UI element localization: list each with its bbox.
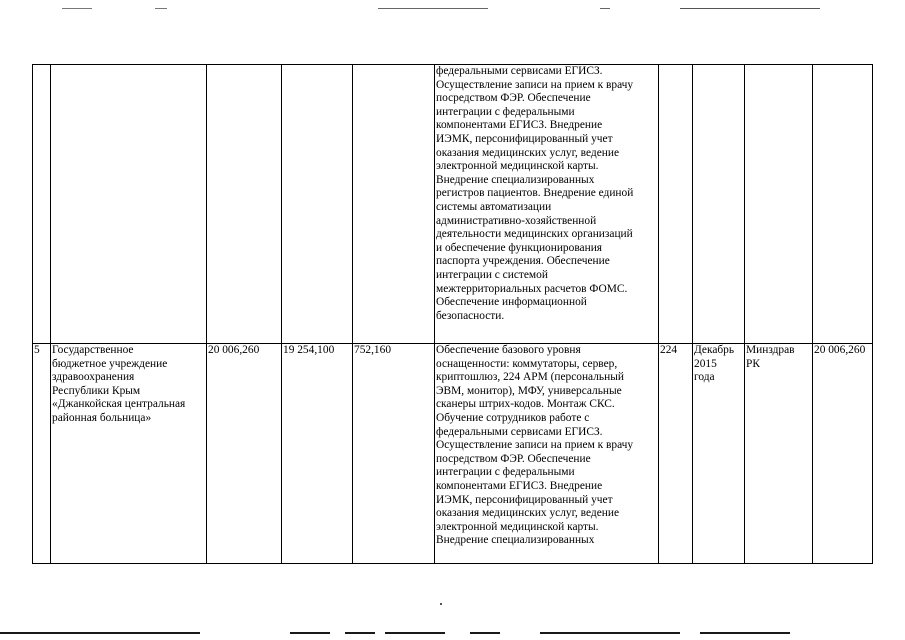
description-line: Внедрение специализированных bbox=[436, 534, 595, 547]
description-line: криптошлюз, 224 АРМ (персональный bbox=[436, 371, 624, 384]
description-line: ЭВМ, монитор), МФУ, универсальные bbox=[436, 384, 622, 397]
scan-mark bbox=[378, 8, 488, 9]
description-line: Обучение сотрудников работе с bbox=[436, 411, 590, 424]
description-line: административно-хозяйственной bbox=[436, 214, 597, 227]
description-line: Осуществление записи на прием к врачу bbox=[436, 78, 634, 91]
cell-final-amount: 20 006,260 bbox=[813, 344, 873, 564]
description-line: сканеры штрих-кодов. Монтаж СКС. bbox=[436, 398, 615, 411]
scan-mark bbox=[600, 8, 610, 9]
description-line: федеральными сервисами ЕГИСЗ. bbox=[436, 65, 603, 77]
cell-institution bbox=[51, 65, 207, 344]
scan-mark bbox=[680, 8, 820, 9]
description-line: интеграции с системой bbox=[436, 268, 548, 281]
scan-mark bbox=[470, 632, 500, 634]
cell-responsible bbox=[745, 344, 813, 564]
deadline-line: 2015 bbox=[694, 357, 717, 370]
description-line: Осуществление записи на прием к врачу bbox=[436, 439, 634, 452]
institution-line: здравоохранения bbox=[52, 371, 135, 384]
scan-mark bbox=[155, 8, 167, 9]
cell-description bbox=[435, 344, 659, 564]
cell-count bbox=[659, 65, 693, 344]
scan-mark bbox=[345, 632, 375, 634]
budget-table bbox=[32, 64, 873, 564]
table-row-5 bbox=[33, 344, 873, 564]
deadline-line: Декабрь bbox=[694, 344, 735, 356]
description-line: ИЭМК, персонифицированный учет bbox=[436, 493, 613, 506]
description-line: оказания медицинских услуг, ведение bbox=[436, 146, 619, 159]
description-line: оказания медицинских услуг, ведение bbox=[436, 507, 619, 520]
cell-deadline bbox=[693, 344, 745, 564]
institution-line: бюджетное учреждение bbox=[52, 357, 168, 370]
description-line: деятельности медицинских организаций bbox=[436, 228, 633, 241]
description-line: Обеспечение базового уровня bbox=[436, 344, 581, 356]
description-line: посредством ФЭР. Обеспечение bbox=[436, 452, 591, 465]
description-line: Обеспечение информационной bbox=[436, 296, 587, 309]
cell-amount-2: 19 254,100 bbox=[282, 344, 353, 564]
description-line: регистров пациентов. Внедрение единой bbox=[436, 187, 634, 200]
description-line: интеграции с федеральными bbox=[436, 105, 575, 118]
description-line: ИЭМК, персонифицированный учет bbox=[436, 132, 613, 145]
scan-mark bbox=[62, 8, 92, 9]
cell-total-amount bbox=[207, 65, 282, 344]
cell-description bbox=[435, 65, 659, 344]
cell-total-amount: 20 006,260 bbox=[207, 344, 282, 564]
description-line: компонентами ЕГИСЗ. Внедрение bbox=[436, 479, 603, 492]
scan-dot bbox=[440, 603, 442, 605]
scan-mark bbox=[540, 632, 680, 634]
scan-mark bbox=[385, 632, 445, 634]
description-line: электронной медицинской карты. bbox=[436, 520, 599, 533]
description-line: паспорта учреждения. Обеспечение bbox=[436, 255, 610, 268]
scan-mark bbox=[700, 632, 790, 634]
cell-count: 224 bbox=[659, 344, 693, 564]
description-line: оснащенности: коммутаторы, сервер, bbox=[436, 357, 618, 370]
description-line: электронной медицинской карты. bbox=[436, 160, 599, 173]
institution-line: районная больница» bbox=[52, 411, 152, 424]
description-line: посредством ФЭР. Обеспечение bbox=[436, 92, 591, 105]
description-line: компонентами ЕГИСЗ. Внедрение bbox=[436, 119, 603, 132]
cell-institution bbox=[51, 344, 207, 564]
description-line: федеральными сервисами ЕГИСЗ. bbox=[436, 425, 603, 438]
description-line: интеграции с федеральными bbox=[436, 466, 575, 479]
institution-line: Республики Крым bbox=[52, 384, 141, 397]
institution-line: Государственное bbox=[52, 344, 134, 356]
cell-amount-2 bbox=[282, 65, 353, 344]
cell-deadline bbox=[693, 65, 745, 344]
scan-mark bbox=[0, 632, 200, 634]
deadline-line: года bbox=[694, 371, 715, 384]
responsible-line: РК bbox=[746, 357, 760, 370]
cell-amount-3 bbox=[353, 65, 435, 344]
description-line: системы автоматизации bbox=[436, 200, 552, 213]
cell-amount-3: 752,160 bbox=[353, 344, 435, 564]
description-line: Внедрение специализированных bbox=[436, 173, 595, 186]
description-line: и обеспечение функционирования bbox=[436, 241, 603, 254]
cell-number: 5 bbox=[33, 344, 51, 564]
cell-final-amount bbox=[813, 65, 873, 344]
cell-number bbox=[33, 65, 51, 344]
scan-mark bbox=[290, 632, 330, 634]
responsible-line: Минздрав bbox=[746, 344, 795, 356]
table-row-continuation bbox=[33, 65, 873, 344]
description-line: безопасности. bbox=[436, 309, 505, 322]
cell-responsible bbox=[745, 65, 813, 344]
description-line: межтерриториальных расчетов ФОМС. bbox=[436, 282, 628, 295]
institution-line: «Джанкойская центральная bbox=[52, 398, 186, 411]
